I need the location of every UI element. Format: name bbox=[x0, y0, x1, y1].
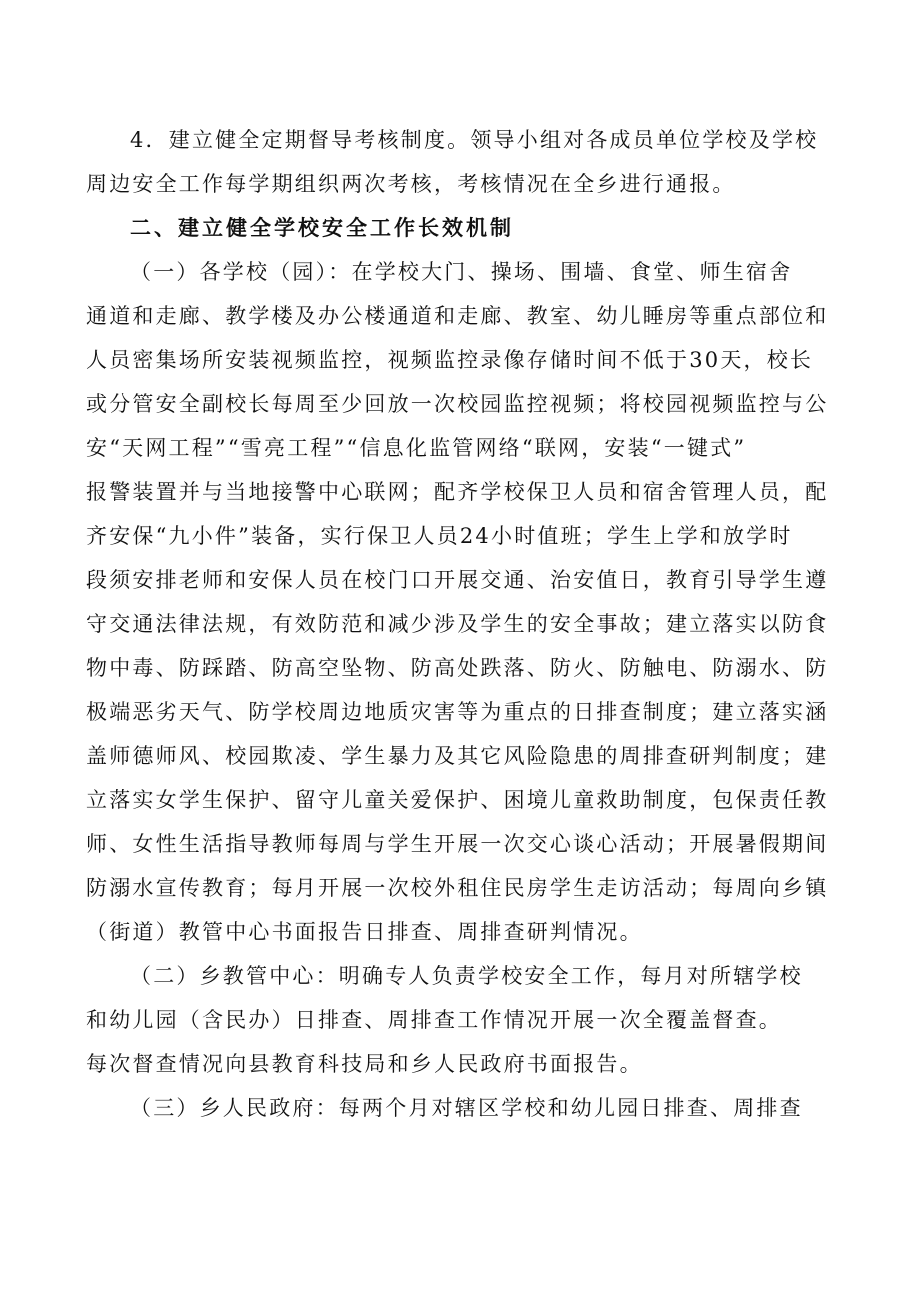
paragraph-line: 4．建立健全定期督导考核制度。领导小组对各成员单位学校及学校 bbox=[130, 128, 819, 152]
paragraph-line: 立落实女学生保护、留守儿童关爱保护、困境儿童救助制度，包保责任教 bbox=[86, 788, 829, 812]
paragraph-line: 齐安保“九小件”装备，实行保卫人员24小时值班；学生上学和放学时 bbox=[86, 524, 793, 548]
paragraph-line: 或分管安全副校长每周至少回放一次校园监控视频；将校园视频监控与公 bbox=[86, 392, 829, 416]
paragraph-line: 人员密集场所安装视频监控，视频监控录像存储时间不低于30天，校长 bbox=[86, 348, 814, 372]
paragraph-line: 周边安全工作每学期组织两次考核，考核情况在全乡进行通报。 bbox=[86, 172, 736, 196]
paragraph-line: 报警装置并与当地接警中心联网；配齐学校保卫人员和宿舍管理人员，配 bbox=[86, 480, 829, 504]
paragraph-line: 段须安排老师和安保人员在校门口开展交通、治安值日，教育引导学生遵 bbox=[86, 568, 829, 592]
section-heading: 二、建立健全学校安全工作长效机制 bbox=[130, 216, 514, 240]
paragraph-line: 安“天网工程”“雪亮工程”“信息化监管网络“联网，安装“一键式” bbox=[86, 436, 747, 460]
paragraph-line: 每次督查情况向县教育科技局和乡人民政府书面报告。 bbox=[86, 1052, 643, 1076]
paragraph-line: （街道）教管中心书面报告日排查、周排查研判情况。 bbox=[86, 920, 643, 944]
paragraph-line: 物中毒、防踩踏、防高空坠物、防高处跌落、防火、防触电、防溺水、防 bbox=[86, 656, 829, 680]
paragraph-line: 盖师德师风、校园欺凌、学生暴力及其它风险隐患的周排查研判制度；建 bbox=[86, 744, 829, 768]
paragraph-line: 和幼儿园（含民办）日排查、周排查工作情况开展一次全覆盖督查。 bbox=[86, 1008, 782, 1032]
paragraph-line: 通道和走廊、教学楼及办公楼通道和走廊、教室、幼儿睡房等重点部位和 bbox=[86, 304, 829, 328]
paragraph-line: 师、女性生活指导教师每周与学生开展一次交心谈心活动；开展暑假期间 bbox=[86, 832, 829, 856]
paragraph-line: 防溺水宣传教育；每月开展一次校外租住民房学生走访活动；每周向乡镇 bbox=[86, 876, 829, 900]
paragraph-line: 守交通法律法规，有效防范和减少涉及学生的安全事故；建立落实以防食 bbox=[86, 612, 829, 636]
paragraph-line: （一）各学校（园）：在学校大门、操场、围墙、食堂、师生宿舍 bbox=[130, 260, 793, 284]
paragraph-line: 极端恶劣天气、防学校周边地质灾害等为重点的日排查制度；建立落实涵 bbox=[86, 700, 829, 724]
paragraph-line: （三）乡人民政府：每两个月对辖区学校和幼儿园日排查、周排查 bbox=[130, 1096, 803, 1120]
paragraph-line: （二）乡教管中心：明确专人负责学校安全工作，每月对所辖学校 bbox=[130, 964, 803, 988]
